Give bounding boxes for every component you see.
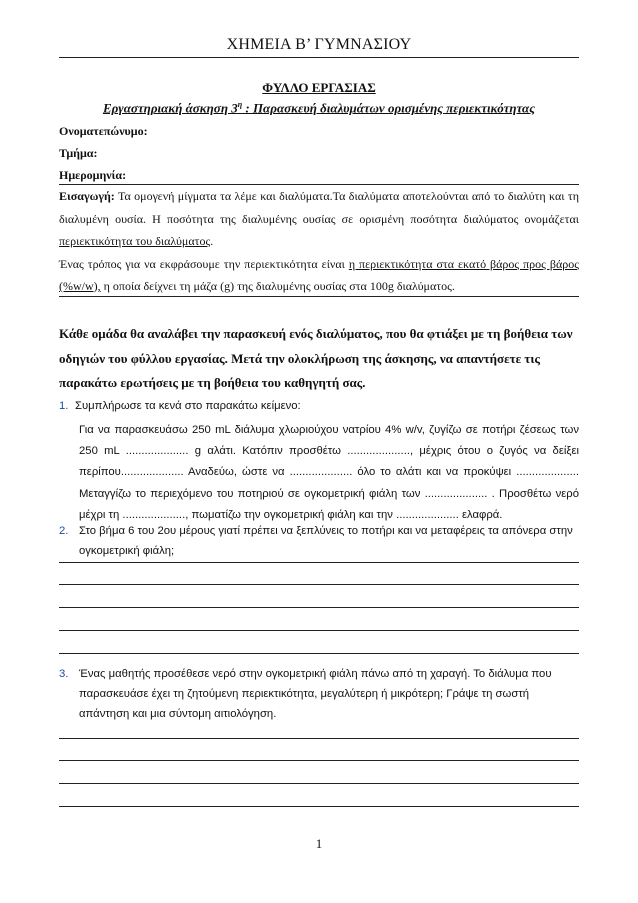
intro-term-ww: η περιεκτικότητα στα εκατό βάρος προς βάρος (%w/w),	[59, 256, 580, 293]
intro-label: Εισαγωγή:	[59, 189, 115, 203]
exercise-title-suffix: : Παρασκευή διαλυμάτων ορισμένης περιεκτικότητας	[242, 100, 536, 116]
task-instructions: Κάθε ομάδα θα αναλάβει την παρασκευή ενός διαλύματος, που θα φτιάξει με τη βοήθεια των οδηγιών του φύλλου εργασίας. Μετά την ολοκλήρωση της άσκησης, να απαντήσετε τις παρακάτω ερωτήσεις με τη βοήθεια του καθηγητή σας.	[59, 326, 573, 390]
sheet-title: ΦΥΛΛΟ ΕΡΓΑΣΙΑΣ	[262, 80, 376, 95]
exercise-title	[59, 100, 579, 116]
question-3-prompt: Ένας μαθητής προσέθεσε νερό στην ογκομετρική φιάλη πάνω από τη χαραγή. Το διάλυμα που παρασκευάσε έχει τη ζητούμενη περιεκτικότητα, μεγαλύτερη ή μικρότερη; Γράψε τη σωστή απάντηση και μια σύντομη αιτιολόγηση.	[79, 668, 552, 720]
answer-line[interactable]	[59, 584, 579, 585]
question-2-prompt: Στο βήμα 6 του 2ου μέρους γιατί πρέπει να ξεπλύνεις το ποτήρι και να μεταφέρεις τα απόνερα στην ογκομετρική φιάλη;	[79, 525, 573, 557]
intro-text-1: Τα ομογενή μίγματα τα λέμε και διαλύματα.Τα διαλύματα αποτελούνται από το διαλύτη και τη διαλυμένη ουσία. Η ποσότητα της διαλυμένης ουσίας σε ορισμένη ποσότητα διαλύματος ονομάζεται	[59, 189, 579, 226]
question-1	[59, 396, 579, 416]
class-field-label: Τμήμα:	[59, 146, 98, 160]
header-divider	[59, 57, 579, 58]
intro-text-4: η οποία δείχνει τη μάζα (g) της διαλυμένης ουσίας στα 100g διαλύματος.	[100, 279, 455, 293]
question-1-prompt: Συμπλήρωσε τα κενά στο παρακάτω κείμενο:	[75, 400, 301, 412]
intro-divider	[59, 296, 579, 297]
intro-text-3: Ένας τρόπος για να εκφράσουμε την περιεκτικότητα είναι	[59, 256, 349, 271]
question-3-number: 3.	[59, 668, 69, 680]
exercise-title-sup: η	[237, 100, 243, 109]
date-field-label: Ημερομηνία:	[59, 168, 127, 182]
question-1-number: 1.	[59, 400, 69, 412]
question-2-number: 2.	[59, 525, 69, 537]
intro-text-2: .	[210, 234, 214, 248]
page-number: 1	[315, 836, 323, 851]
answer-line[interactable]	[59, 806, 579, 807]
page-header: ΧΗΜΕΙΑ Β’ ΓΥΜΝΑΣΙΟΥ	[226, 36, 412, 53]
answer-line[interactable]	[59, 562, 579, 563]
answer-line[interactable]	[59, 653, 579, 654]
exercise-title-prefix: Εργαστηριακή άσκηση 3	[102, 100, 238, 116]
question-1-fill-in-text: Για να παρασκευάσω 250 mL διάλυμα χλωριούχου νατρίου 4% w/v, ζυγίζω σε ποτήρι ζέσεως των 250 mL .................... g αλάτι. Κατόπιν προσθέτω ...................., μέχρις ότου ο ζυγός να δείξει περίπου.................... Αναδεύω, ώστε να .................... όλο το αλάτι και να προκύψει .................... Μεταγγίζω το περιεχόμενο του ποτηριού σε ογκομετρική φιάλη των .................... . Προσθέτω νερό μέχρι τη ...................., πωματίζω την ογκομετρική φιάλη και την .................... ελαφρά.	[79, 424, 579, 521]
answer-line[interactable]	[59, 630, 579, 631]
answer-line[interactable]	[59, 760, 579, 761]
name-field-label: Ονοματεπώνυμο:	[59, 124, 148, 138]
answer-line[interactable]	[59, 783, 579, 784]
answer-line[interactable]	[59, 738, 579, 739]
answer-line[interactable]	[59, 607, 579, 608]
introduction	[59, 185, 579, 298]
intro-term-concentration: περιεκτικότητα του διαλύματος	[59, 234, 211, 248]
